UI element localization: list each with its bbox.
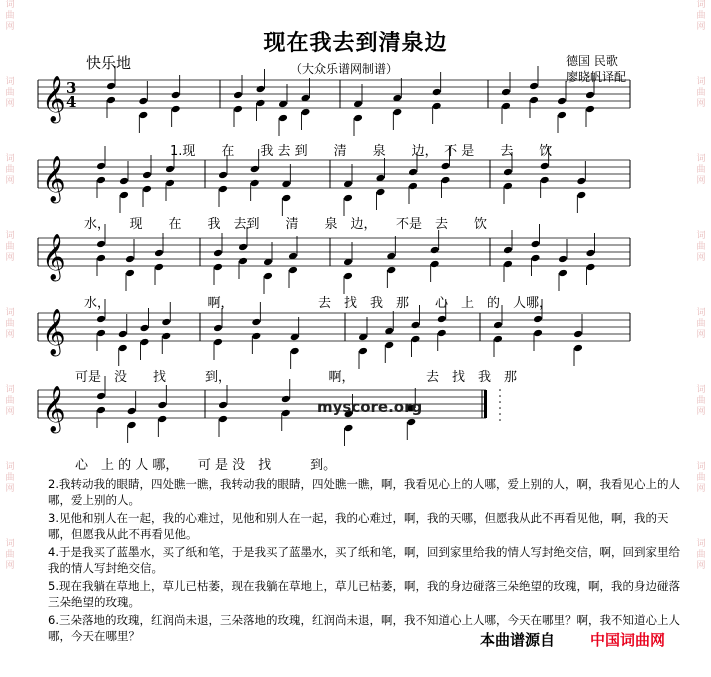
side-char: 词 (696, 231, 706, 241)
side-char: 曲 (696, 11, 706, 21)
lower-note-head (142, 185, 152, 194)
side-char: 词 (5, 539, 15, 549)
side-char: 曲 (696, 242, 706, 252)
side-char: 曲 (5, 396, 15, 406)
lower-note-head (386, 266, 396, 275)
note-head (533, 315, 543, 324)
side-char: 网 (696, 99, 706, 109)
verse-6: 6.三朵落地的玫瑰，红润尚未退，三朵落地的玫瑰，红润尚未退，啊，我不知道心上人哪，今天在哪里？啊，我不知道心上人哪，今天在哪里？ (48, 613, 680, 643)
lower-note-head (96, 254, 106, 263)
note-head (251, 318, 261, 327)
side-char: 曲 (696, 550, 706, 560)
side-char: 曲 (5, 473, 15, 483)
lower-note-head (213, 338, 223, 347)
note-head (411, 321, 421, 330)
note-head (118, 330, 128, 339)
side-char: 曲 (5, 88, 15, 98)
lower-note-head (127, 421, 137, 430)
score-watermark: myscore.org (317, 398, 423, 416)
side-char: 词 (5, 385, 15, 395)
note-head (125, 255, 135, 264)
verse-5: 5.现在我躺在草地上，草儿已枯萎，现在我躺在草地上，草儿已枯萎，啊，我的身边碰落三朵绝望的玫瑰，啊，我的身边碰落三朵绝望的玫瑰。 (48, 579, 680, 609)
side-char: 词 (5, 154, 15, 164)
lower-note-head (343, 272, 353, 281)
treble-clef: 𝄞 (42, 76, 66, 122)
side-char: 网 (5, 253, 15, 263)
dotted-guide (499, 419, 501, 421)
lower-note-head (585, 105, 595, 114)
lower-note-head (96, 329, 106, 338)
lower-note-head (138, 111, 148, 120)
lower-note-head (165, 179, 175, 188)
side-char: 曲 (696, 473, 706, 483)
side-char: 网 (696, 330, 706, 340)
note-head (503, 246, 513, 255)
verse-3: 3.见他和别人在一起，我的心难过，见他和别人在一起，我的心难过，啊，我的天哪，但愿我从此不再看见他，啊，我的天哪，但愿我从此不再看见他。 (48, 511, 669, 541)
lower-note-head (256, 99, 266, 108)
note-head (218, 401, 228, 410)
side-char: 词 (696, 0, 706, 10)
lower-note-head (157, 415, 167, 424)
lower-note-head (358, 347, 368, 356)
origin-credit: 德国 民歌 (566, 54, 618, 68)
lower-note-head (576, 191, 586, 200)
note-head (119, 177, 129, 186)
side-char: 网 (5, 484, 15, 494)
lyrics-line-2: 水， 现 在 我 去到 清 泉 边， 不是 去 饮 (84, 217, 488, 232)
note-head (503, 168, 513, 177)
lower-note-head (278, 114, 288, 123)
note-head (585, 91, 595, 100)
lower-note-head (430, 260, 440, 269)
side-char: 网 (5, 407, 15, 417)
side-char: 网 (696, 484, 706, 494)
lower-note-head (501, 102, 511, 111)
side-char: 曲 (5, 319, 15, 329)
treble-clef: 𝄞 (42, 309, 66, 355)
lyrics-line-4: 可是 没 找 到， 啊， 去 找 我 那 (75, 370, 518, 385)
note-head (501, 88, 511, 97)
side-char: 词 (696, 308, 706, 318)
side-char: 网 (696, 561, 706, 571)
note-head (138, 97, 148, 106)
note-head (256, 85, 266, 94)
note-head (106, 82, 116, 91)
treble-clef: 𝄞 (42, 156, 66, 202)
lower-note-head (251, 332, 261, 341)
lower-note-head (218, 415, 228, 424)
lower-note-head (344, 424, 354, 433)
note-head (157, 401, 167, 410)
lower-note-head (301, 108, 311, 117)
treble-clef: 𝄞 (42, 234, 66, 280)
song-title: 现在我去到清泉边 (263, 30, 448, 56)
note-head (250, 165, 260, 174)
source-site-link[interactable]: 中国词曲网 (590, 631, 666, 649)
note-head (218, 171, 228, 180)
note-head (557, 97, 567, 106)
lower-note-head (213, 263, 223, 272)
subtitle: （大众乐谱网制谱） (290, 62, 399, 76)
tempo-marking: 快乐地 (86, 54, 132, 72)
lower-note-head (171, 105, 181, 114)
side-char: 曲 (696, 319, 706, 329)
note-head (573, 330, 583, 339)
lower-note-head (238, 257, 248, 266)
lower-note-head (106, 96, 116, 105)
lyrics-line-5: 心 上 的 人 哪， 可 是 没 找 到。 (75, 458, 337, 473)
side-char: 曲 (5, 550, 15, 560)
lower-note-head (290, 347, 300, 356)
note-head (493, 321, 503, 330)
lower-note-head (281, 409, 291, 418)
lower-note-head (353, 114, 363, 123)
lower-note-head (263, 272, 273, 281)
lower-note-head (96, 406, 106, 415)
side-char: 曲 (5, 11, 15, 21)
dotted-guide (499, 401, 501, 403)
side-char: 网 (5, 22, 15, 32)
side-char: 网 (5, 330, 15, 340)
note-head (96, 315, 106, 324)
lower-note-head (233, 105, 243, 114)
lower-note-head (441, 176, 451, 185)
lyrics-line-3: 水， 啊， 去 找 我 那 心 上 的 人哪， (84, 296, 553, 311)
side-char: 网 (696, 22, 706, 32)
additional-verses (48, 477, 688, 647)
note-head (531, 240, 541, 249)
side-char: 词 (696, 154, 706, 164)
side-char: 网 (5, 561, 15, 571)
side-char: 曲 (696, 165, 706, 175)
lower-note-head (437, 329, 447, 338)
lower-note-head (140, 338, 150, 347)
note-head (430, 246, 440, 255)
note-head (558, 255, 568, 264)
lower-note-head (540, 176, 550, 185)
side-char: 网 (696, 253, 706, 263)
note-head (140, 324, 150, 333)
lower-note-head (503, 182, 513, 191)
note-head (213, 249, 223, 258)
side-char: 词 (5, 462, 15, 472)
lower-note-head (125, 269, 135, 278)
note-head (408, 168, 418, 177)
lower-note-head (218, 185, 228, 194)
lower-note-head (531, 254, 541, 263)
lower-note-head (384, 341, 394, 350)
side-char: 词 (696, 462, 706, 472)
side-char: 词 (696, 385, 706, 395)
lower-note-head (503, 260, 513, 269)
note-head (154, 249, 164, 258)
lower-note-head (250, 179, 260, 188)
side-char: 曲 (5, 242, 15, 252)
lower-note-head (408, 182, 418, 191)
treble-clef: 𝄞 (42, 386, 66, 432)
side-char: 网 (696, 407, 706, 417)
note-head (529, 82, 539, 91)
lower-note-head (493, 335, 503, 344)
side-char: 词 (5, 0, 15, 10)
lyrics-line-1: 1.现 在 我 去 到 清 泉 边， 不 是 去 饮 (170, 144, 553, 159)
source-label: 本曲谱源自 (480, 631, 556, 649)
side-char: 网 (5, 176, 15, 186)
lower-note-head (558, 269, 568, 278)
time-signature-bottom: 4 (66, 93, 77, 111)
side-char: 曲 (696, 88, 706, 98)
final-barline-thick (484, 390, 487, 418)
lower-note-head (118, 344, 128, 353)
side-char: 词 (5, 308, 15, 318)
verse-4: 4.于是我买了蓝墨水，买了纸和笔，于是我买了蓝墨水，买了纸和笔，啊，回到家里给我的情人写封绝交信，啊，回到家里给我的情人写封绝交信。 (48, 545, 680, 575)
note-head (161, 318, 171, 327)
side-char: 词 (5, 231, 15, 241)
dotted-guide (499, 395, 501, 397)
lower-note-head (406, 418, 416, 427)
time-signature-top: 3 (66, 79, 77, 97)
lower-note-head (96, 176, 106, 185)
dotted-guide (499, 389, 501, 391)
lower-note-head (281, 194, 291, 203)
lower-note-head (288, 266, 298, 275)
note-head (165, 165, 175, 174)
dotted-guide (499, 407, 501, 409)
note-head (586, 249, 596, 258)
note-head (96, 392, 106, 401)
lower-note-head (573, 344, 583, 353)
note-head (96, 162, 106, 171)
note-head (437, 315, 447, 324)
lower-note-head (161, 332, 171, 341)
note-head (171, 91, 181, 100)
side-char: 曲 (5, 165, 15, 175)
lower-note-head (432, 102, 442, 111)
lower-note-head (533, 329, 543, 338)
note-head (281, 395, 291, 404)
lower-note-head (119, 191, 129, 200)
side-char: 词 (5, 77, 15, 87)
lower-note-head (586, 263, 596, 272)
arranger-credit: 廖晓帆译配 (566, 70, 627, 84)
note-head (540, 162, 550, 171)
lower-note-head (392, 108, 402, 117)
side-char: 词 (696, 539, 706, 549)
lower-note-head (557, 111, 567, 120)
note-head (233, 91, 243, 100)
lower-note-head (154, 263, 164, 272)
note-head (576, 177, 586, 186)
note-head (441, 162, 451, 171)
side-char: 曲 (696, 396, 706, 406)
note-head (127, 407, 137, 416)
dotted-guide (499, 413, 501, 415)
side-char: 网 (696, 176, 706, 186)
note-head (96, 240, 106, 249)
lower-note-head (376, 188, 386, 197)
note-head (238, 243, 248, 252)
verse-2: 2.我转动我的眼睛，四处瞧一瞧，我转动我的眼睛，四处瞧一瞧，啊，我看见心上的人哪，爱上别的人，啊，我看见心上的人哪，爱上别的人。 (48, 477, 680, 507)
note-head (142, 171, 152, 180)
side-char: 词 (696, 77, 706, 87)
note-head (432, 88, 442, 97)
lower-note-head (529, 96, 539, 105)
side-char: 网 (5, 99, 15, 109)
lower-note-head (343, 194, 353, 203)
lower-note-head (411, 335, 421, 344)
note-head (213, 324, 223, 333)
